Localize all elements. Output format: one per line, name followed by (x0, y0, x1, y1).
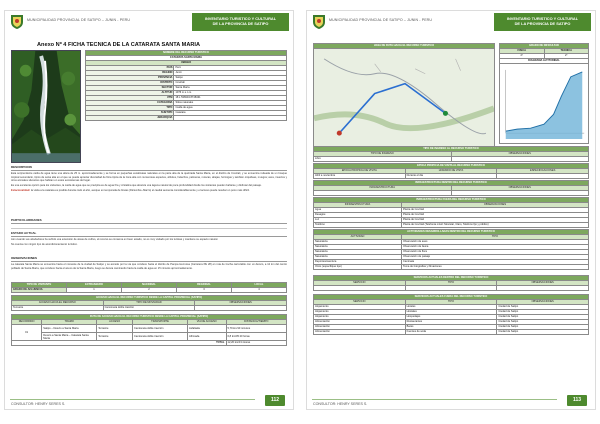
difficulty-col: FISICA (500, 49, 545, 54)
table-row: Naturaleza Observación de fauna (314, 245, 589, 250)
epoca-col: HORARIO DE VISTA (405, 169, 497, 174)
row-value: 18 L 536904 8748431 (174, 96, 287, 101)
access-col: ACCESO HACIA EL RECURSO (12, 301, 104, 306)
infra-dentro-cell (314, 191, 452, 196)
grade-value: 2 (122, 288, 177, 293)
row-label: SECTOR (86, 86, 174, 91)
row-label: DISTRITO (86, 81, 174, 86)
right-page (306, 10, 596, 410)
servicios-fuera-title: SERVICIOS ACTUALES FUERA DEL RECURSO TURISTICO (314, 295, 589, 300)
grade-value: 3 (177, 288, 232, 293)
particularidades-text (11, 224, 287, 229)
access-cell: Camioneta doble tracción (103, 306, 195, 311)
particularidades-section (11, 218, 287, 229)
altitude-diagram (499, 64, 589, 144)
difficulty-block (499, 43, 589, 144)
route-cell: 5,79 km/10 minutos (226, 325, 287, 333)
infra-dentro-cell (451, 191, 589, 196)
servicios-dentro-cell (497, 286, 589, 291)
ingreso-cell (451, 157, 589, 162)
header-title-box: INVENTARIO TURISTICO Y CULTURAL DE LA PROVINCIA DE SATIPO (192, 13, 289, 31)
access-cell: Terrestre (12, 306, 104, 311)
table-row: Naturaleza Observación de aves (314, 240, 589, 245)
route-number: 01 (12, 325, 42, 341)
description-p1: Esta sorprendente caída de agua tiene una altura de 25 m. aproximadamente y se forma en pequeñas escalinatas naturales en la parte alta de la quebrada Santa María, en el distrito de Coviriali, y se encuentra rodeada de un bosque tropical secundario, típico de selva alta en el que se puede apreciar diversidad de flora típica de la zona alta con numerosas especies, árboles, helechos, palmeras, moscas, abejas, hormigas y también orquídeas, musgos; aves, insectos y otros animales silvestres que habitan en estos ecosistemas del lugar. (11, 172, 287, 183)
actividades-col: ACTIVIDAD (314, 235, 402, 240)
infra-dentro-table (313, 180, 589, 196)
visitor-col: LOCAL (232, 283, 287, 288)
table-row: Agua Planta de Coviriali (314, 208, 589, 213)
ingreso-col: TIPO DE INGRESO (314, 152, 452, 157)
page-header (307, 11, 595, 33)
actividades-col: TIPO (402, 235, 589, 240)
row-value: Santa María (174, 86, 287, 91)
row-label: CATEGORIA (86, 101, 174, 106)
servicios-fuera-block (313, 294, 589, 335)
footer-rule (312, 399, 557, 400)
observaciones-section (11, 256, 287, 270)
route-table-block (11, 314, 287, 346)
servicios-fuera-col: OBSERVACIONES (497, 300, 589, 305)
servicios-dentro-cell (405, 286, 497, 291)
route-cell: Afirmada (188, 333, 227, 341)
observaciones-text: La catarata Santa María se encuentra hacia el noroeste de la ciudad de Satipo y se accede por la vía que conduce hacia el distrito de Pampa Hermosa (Carretera PE 28) en ruta de trocha carrozable con un desvío, a 12 km del centro poblado de Santa María, que conduce hacia el anexo de la Santa María, luego se desvía caminando hacia la caída de agua en 15 minutos aproximadamente. (11, 263, 287, 270)
route-total-label: TOTAL (12, 341, 227, 346)
particularidades-title: PARTICULARIDADES (11, 218, 287, 224)
row-value: Catarata (174, 111, 287, 116)
servicios-dentro-cell (314, 286, 406, 291)
row-value: 1076 m.s.n.m. (174, 91, 287, 96)
ingreso-cell: Libre (314, 157, 452, 162)
resource-name-header: NOMBRE DEL RECURSO TURISTICO (86, 51, 287, 56)
servicios-dentro-col: TIPO (405, 281, 497, 286)
infra-fuera-col: OBSERVACIONES (402, 203, 589, 208)
difficulty-col: TECNICA (544, 49, 589, 54)
servicios-dentro-title: SERVICIOS ACTUALES DENTRO DEL RECURSO TURISTICO (314, 276, 589, 281)
table-row: Deportes/aventura Caminata (314, 260, 589, 265)
annex-title: Anexo Nº 4 FICHA TECNICA DE LA CATARATA SANTA MARIA (37, 42, 201, 48)
row-value (174, 116, 287, 121)
visitors-table-block (11, 282, 287, 293)
difficulty-value: 2º (500, 54, 545, 59)
municipal-crest-icon (312, 14, 326, 29)
table-row: Desagüe Planta de Coviriali (314, 213, 589, 218)
grade-label: GRADO DE AFLUENCIA (12, 288, 67, 293)
municipality-name: MUNICIPALIDAD PROVINCIAL DE SATIPO – JUNIN - PERU (27, 18, 131, 22)
actividades-table (313, 229, 589, 270)
route-cell: Camioneta doble tracción (133, 333, 188, 341)
route-col: TRANSPORTE (133, 320, 188, 325)
estado-section (11, 231, 287, 246)
table-row: Otros (especifique tipo) Toma de fotografías y filmaciones (314, 265, 589, 270)
route-map-block (313, 43, 495, 149)
access-title: ACCESO HACIA EL RECURSO TURISTICO DESDE LA CAPITAL PROVINCIAL (SATIPO) (12, 296, 287, 301)
epoca-col: ESPECIFICACIONES (497, 169, 589, 174)
row-label: ALTITUD (86, 91, 174, 96)
actividades-block (313, 229, 589, 270)
infra-fuera-block (313, 197, 589, 228)
table-row: Alojamiento Hoteles Ciudad de Satipo (314, 305, 589, 310)
difficulty-value: 2º (544, 54, 589, 59)
grade-value: 1 (67, 288, 122, 293)
actividades-title: ACTIVIDADES DESARROLLADAS DENTRO DEL RECURSO TURISTICO (314, 230, 589, 235)
row-label: TIPO (86, 106, 174, 111)
route-cell: Asfaltada (188, 325, 227, 333)
servicios-dentro-col: OBSERVACIONES (497, 281, 589, 286)
header-title-box: INVENTARIO TURISTICO Y CULTURAL DE LA PROVINCIA DE SATIPO (494, 13, 591, 31)
left-page (4, 10, 294, 410)
route-col: RECORRIDO (12, 320, 42, 325)
access-table (11, 295, 287, 311)
seasonality-text: la visita a la catarata es posible durante todo el año, aunque en temporada de lluvias (Diciembre–Marzo) el caudal aumenta considerablemente y el acceso puede resultar un poco más difícil. (30, 188, 250, 192)
epoca-title: EPOCA PROPICIA DE VISITA AL RECURSO TURISTICO (314, 164, 589, 169)
row-value: Caída de agua (174, 106, 287, 111)
page-footer (5, 393, 293, 409)
route-cell: Camioneta doble tracción (133, 325, 188, 333)
table-row: Alojamiento Hostales Ciudad de Satipo (314, 310, 589, 315)
epoca-cell (497, 174, 589, 179)
visitor-col: NACIONAL (122, 283, 177, 288)
municipality-name: MUNICIPALIDAD PROVINCIAL DE SATIPO – JUNIN - PERU (329, 18, 433, 22)
table-row: Alimentación Bares Ciudad de Satipo (314, 325, 589, 330)
page-number: 113 (567, 395, 587, 406)
visitor-col: EXTRANJERO (67, 283, 122, 288)
route-col: ACCESO (97, 320, 133, 325)
footer-rule (10, 399, 255, 400)
estado-title: ESTADO ACTUAL (11, 231, 287, 237)
visitor-type-header: TIPO DE VISITANTE (12, 283, 67, 288)
row-value: Perú (174, 66, 287, 71)
table-row: Luz Planta de Coviriali (314, 218, 589, 223)
table-row: Teléfono Planta de Coviriali (Telefonía móvil: Movistar, Claro, Teléfono fijo y público) (314, 223, 589, 228)
route-title: RUTA DE ACCESO HACIA EL RECURSO TURISTICO DESDE LA CAPITAL PROVINCIAL (SATIPO) (12, 315, 287, 320)
access-col: OBSERVACIONES (195, 301, 287, 306)
resource-name: CATARATA SANTA MARIA (86, 56, 287, 61)
servicios-fuera-col: TIPO (405, 300, 497, 305)
row-value: Sitios naturales (174, 101, 287, 106)
row-value: Satipo (174, 76, 287, 81)
route-cell: Terrestre (97, 333, 133, 341)
route-map-title: HOJA DE RUTA HACIA EL RECURSO TURISTICO (314, 44, 495, 49)
servicios-fuera-table (313, 294, 589, 335)
page-number: 112 (265, 395, 285, 406)
grade-value: 4 (232, 288, 287, 293)
epoca-cell: Abril a noviembre (314, 174, 406, 179)
infra-dentro-col: OBSERVACIONES (451, 186, 589, 191)
table-row: Naturaleza Observación de flora (314, 250, 589, 255)
access-cell (195, 306, 287, 311)
servicios-dentro-col: SERVICIO (314, 281, 406, 286)
difficulty-table (499, 43, 589, 64)
epoca-block (313, 163, 589, 179)
description-section (11, 165, 287, 193)
consultant-credit: CONSULTOR: HENRY SERES S. (11, 402, 66, 406)
resource-table (85, 50, 287, 121)
epoca-table (313, 163, 589, 179)
route-col: TRAMO (42, 320, 97, 325)
route-cell: Desvío a Santa María – Catarata Santa María (42, 333, 97, 341)
servicios-fuera-col: SERVICIO (314, 300, 406, 305)
visitors-table (11, 282, 287, 293)
servicios-dentro-block (313, 275, 589, 291)
description-p3 (11, 189, 287, 193)
seasonality-label: Estacionalidad: (11, 188, 31, 192)
row-label: REGION (86, 71, 174, 76)
ingreso-title: TIPO DE INGRESO AL RECURSO TURISTICO (314, 147, 589, 152)
row-label: PAIS (86, 66, 174, 71)
route-map (313, 49, 495, 149)
route-col: DISTANCIA/TIEMPO (226, 320, 287, 325)
epoca-cell: Durante el día (405, 174, 497, 179)
row-value: Junín (174, 71, 287, 76)
estado-p2: No cuenta con ningún tipo de acondicionamiento turístico. (11, 242, 78, 246)
estado-p1: Aún cuando sus alrededores ha sufrido una extensión de áreas de cultivo, el recurso se conserva en buen estado, no es muy visitado por los turistas y mantiene su espacio natural. (11, 238, 219, 241)
route-cell: 6,8 km/05 20 horas (226, 333, 287, 341)
municipal-crest-icon (10, 14, 24, 29)
route-cell: Terrestre (97, 325, 133, 333)
infra-dentro-title: INFRAESTRUCTURA DENTRO DEL RECURSO TURISTICO (314, 181, 589, 186)
route-col: VIA DE ACCESO (188, 320, 227, 325)
table-row: Alojamiento Hospedajes Ciudad de Satipo (314, 315, 589, 320)
description-p2: Es una excelente opción para los visitantes, la caída de agua que se precipita es de agua fría y cristalina que alcanza una laguna natural de poca profundidad donde los visitantes pueden bañarse y disfrutar del paisaje. (11, 184, 262, 188)
location-header: UBIGEO (86, 61, 287, 66)
consultant-credit: CONSULTOR: HENRY SERES S. (313, 402, 368, 406)
row-label: UTM (86, 96, 174, 101)
ingreso-block (313, 146, 589, 162)
infra-dentro-col: INFRAESTRUCTURA (314, 186, 452, 191)
route-total: 12,26 km/0:4 Horas (226, 341, 287, 346)
access-col: TIPO DE MOVILIDAD (103, 301, 195, 306)
difficulty-title: GRADO DE DIFICULTAD (500, 44, 589, 49)
infra-dentro-block (313, 180, 589, 196)
ingreso-table (313, 146, 589, 162)
waterfall-photo (11, 50, 81, 163)
visitor-col: REGIONAL (177, 283, 232, 288)
table-row: Alimentación Fuentes de soda Ciudad de Satipo (314, 330, 589, 335)
infra-fuera-table (313, 197, 589, 228)
route-cell: Satipo – Desvío a Santa María (42, 325, 97, 333)
altitude-diagram-title: DIAGRAMA ALTITUDINAL (500, 59, 589, 64)
row-label: SUBTIPO (86, 111, 174, 116)
observaciones-title: OBSERVACIONES (11, 256, 287, 262)
route-table (11, 314, 287, 346)
epoca-col: EPOCA PROPICIA DE VISITA (314, 169, 406, 174)
row-label: JERARQUIA (86, 116, 174, 121)
access-table-block (11, 295, 287, 311)
table-row: Naturaleza Observación de paisaje (314, 255, 589, 260)
row-value: Coviriali (174, 81, 287, 86)
row-label: PROVINCIA (86, 76, 174, 81)
page-footer (307, 393, 595, 409)
ingreso-col: OBSERVACIONES (451, 152, 589, 157)
infra-fuera-col: INFRAESTRUCTURA (314, 203, 402, 208)
resource-data-block (85, 50, 287, 121)
servicios-dentro-table (313, 275, 589, 291)
table-row: Alimentación Restaurantes Ciudad de Satipo (314, 320, 589, 325)
description-title: DESCRIPCION (11, 165, 287, 171)
infra-fuera-title: INFRAESTRUCTURA FUERA DEL RECURSO TURISTICO (314, 198, 589, 203)
page-header (5, 11, 293, 33)
